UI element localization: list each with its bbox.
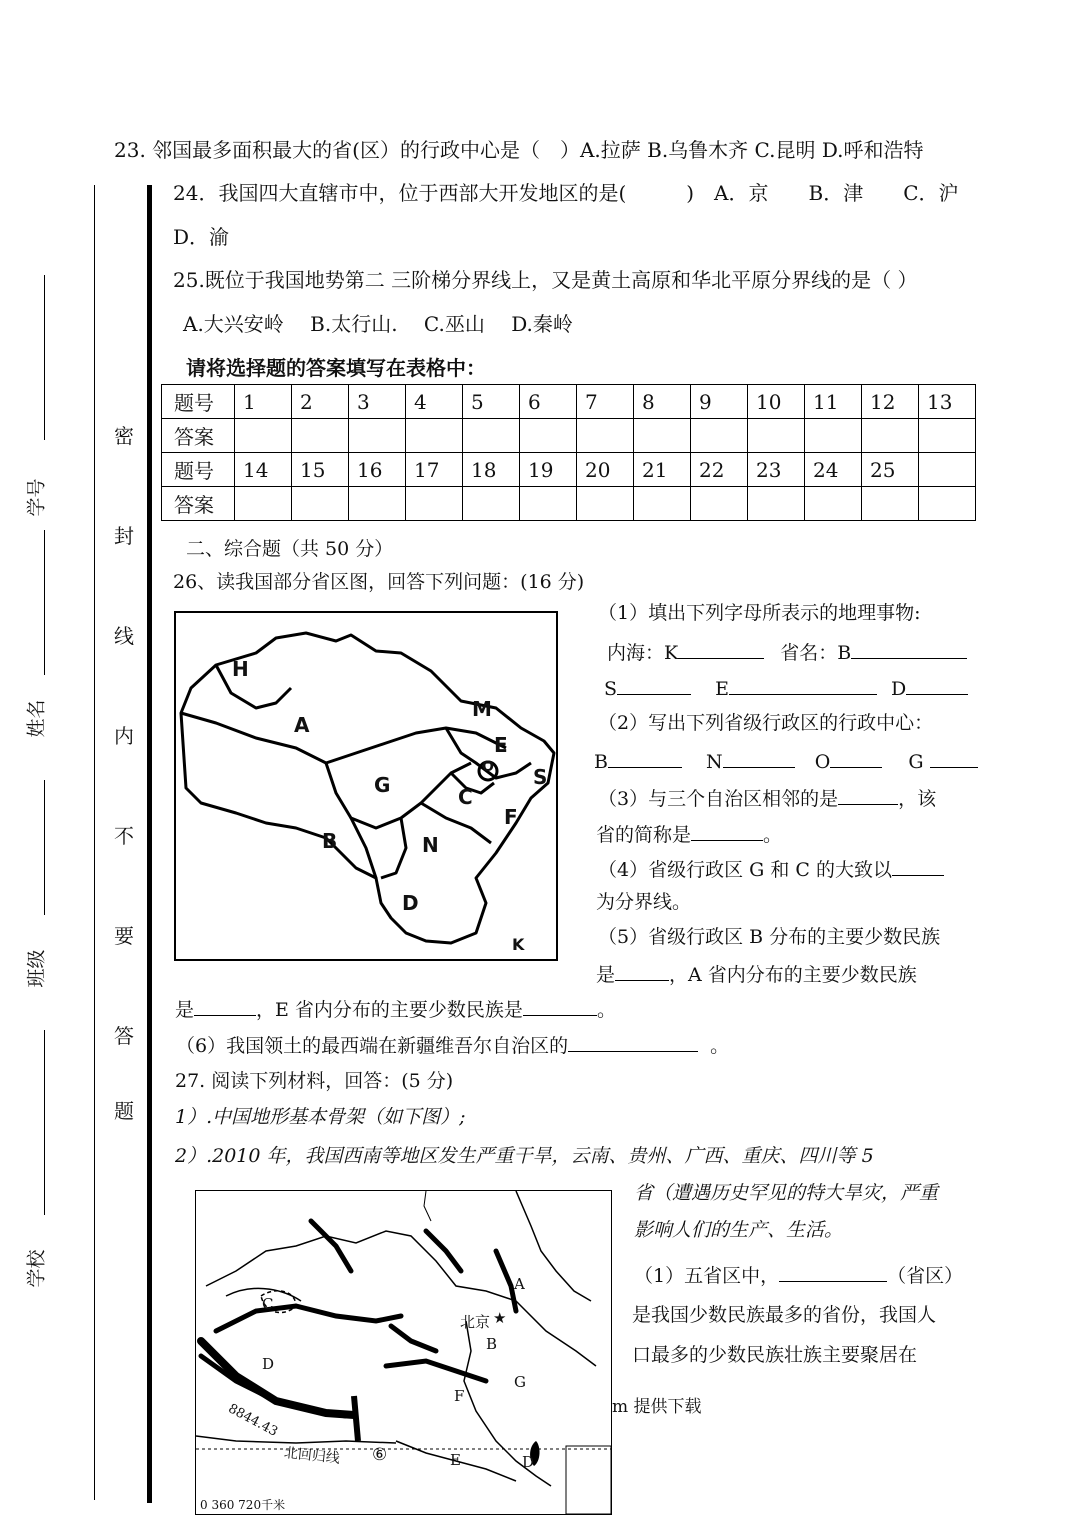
question-24-line1: 24．我国四大直辖市中，位于西部大开发地区的是( ) A．京 B．津 C．沪 (173, 181, 959, 205)
q26-part3-text-b: ，该 (898, 788, 937, 810)
table-cell: 23 (748, 453, 805, 487)
q26-part6-text-b: 。 (710, 1035, 730, 1057)
q26-part2: （2）写出下列省级行政区的行政中心： (598, 712, 934, 734)
answer-cell[interactable] (235, 487, 292, 521)
table-cell: 21 (634, 453, 691, 487)
terrain-label-b: B (486, 1335, 498, 1353)
answer-cell[interactable] (862, 487, 919, 521)
q26-part5-line1: （5）省级行政区 B 分布的主要少数民族 (598, 926, 941, 948)
table-cell: 19 (520, 453, 577, 487)
side-label-student-no: 学号 (25, 478, 48, 517)
blank-part6-west[interactable] (568, 1031, 698, 1052)
answer-cell[interactable] (748, 487, 805, 521)
q26-part4-line1 (598, 855, 944, 882)
q26-province-b-label: 省名：B (780, 642, 852, 664)
q26-e-label: E (715, 678, 729, 700)
answer-cell[interactable] (349, 487, 406, 521)
question-26-title: 26、读我国部分省区图，回答下列问题：(16 分) (173, 571, 585, 593)
q26-part5-text-d: 是 (175, 999, 195, 1021)
table-cell: 13 (919, 385, 976, 419)
side-line-1 (44, 275, 45, 440)
answer-cell[interactable] (292, 419, 349, 453)
answer-cell[interactable] (577, 487, 634, 521)
q26-d-label: D (891, 678, 907, 700)
margin-char-1: 密 (114, 424, 134, 448)
margin-char-8: 题 (114, 1099, 134, 1123)
answer-table (161, 384, 976, 521)
answer-cell[interactable] (577, 419, 634, 453)
table-cell: 8 (634, 385, 691, 419)
margin-thick-line (147, 185, 152, 1503)
q26-part3-text-d: 。 (763, 824, 783, 846)
q26-part6 (176, 1031, 729, 1058)
table-header-cell: 题号 (162, 453, 235, 487)
terrain-label-d2: D (522, 1453, 535, 1471)
table-cell (919, 453, 976, 487)
q26-center-n: N (706, 751, 723, 773)
blank-part5-a[interactable] (194, 995, 256, 1016)
terrain-label-d: D (262, 1355, 275, 1373)
table-cell: 17 (406, 453, 463, 487)
blank-k[interactable] (678, 638, 764, 659)
answer-table-title: 请将选择题的答案填写在表格中： (186, 356, 486, 380)
q26-part1: （1）填出下列字母所表示的地理事物: (598, 602, 921, 624)
blank-part3-province[interactable] (838, 784, 898, 805)
table-row (162, 419, 976, 453)
blank-center-n[interactable] (723, 747, 795, 768)
table-row (162, 453, 976, 487)
section-2-heading: 二、综合题（共 50 分） (186, 538, 394, 560)
side-label-school: 学校 (25, 1249, 48, 1288)
table-header-cell: 题号 (162, 385, 235, 419)
answer-cell[interactable] (235, 419, 292, 453)
answer-cell[interactable] (520, 487, 577, 521)
map-label-s: S (533, 765, 548, 789)
blank-e[interactable] (729, 674, 877, 695)
answer-cell[interactable] (349, 419, 406, 453)
map-label-a: A (294, 713, 310, 737)
blank-center-b[interactable] (608, 747, 682, 768)
terrain-map (195, 1190, 612, 1515)
answer-cell[interactable] (862, 419, 919, 453)
q26-part1-line2 (604, 674, 968, 701)
question-25-line2: A.大兴安岭 B.太行山. C.巫山 D.秦岭 (183, 312, 573, 336)
side-label-name: 姓名 (25, 699, 48, 738)
blank-d[interactable] (906, 674, 968, 695)
blank-part4-boundary[interactable] (892, 855, 944, 876)
terrain-map-svg (196, 1191, 611, 1514)
q27-part1-text-b: （省区） (887, 1265, 964, 1287)
blank-q27-province[interactable] (779, 1261, 887, 1282)
province-map (174, 611, 558, 961)
answer-cell[interactable] (919, 419, 976, 453)
q26-part1-line1 (607, 638, 967, 665)
q26-s-label: S (604, 678, 618, 700)
answer-cell[interactable] (691, 487, 748, 521)
question-23: 23. 邻国最多面积最大的省(区）的行政中心是（ ）A.拉萨 B.乌鲁木齐 C.昆明 D.呼和浩特 (114, 138, 924, 162)
table-cell: 16 (349, 453, 406, 487)
answer-cell[interactable] (805, 487, 862, 521)
answer-cell[interactable] (406, 487, 463, 521)
map-label-m: M (472, 697, 492, 721)
table-cell: 24 (805, 453, 862, 487)
q26-part5-text-b: 是 (596, 964, 616, 986)
table-header-cell: 答案 (162, 487, 235, 521)
map-label-c: C (458, 785, 473, 809)
table-cell: 14 (235, 453, 292, 487)
terrain-label-g: G (514, 1373, 526, 1391)
terrain-label-height: 8844.43 (225, 1401, 281, 1440)
table-cell: 11 (805, 385, 862, 419)
q26-part4-line2: 为分界线。 (596, 891, 692, 913)
q26-part3-text-c: 省的简称是 (596, 824, 692, 846)
map-label-g: G (374, 773, 391, 797)
blank-part3-abbr[interactable] (691, 820, 763, 841)
q27-part1-line3: 口最多的少数民族壮族主要聚居在 (632, 1344, 918, 1366)
q26-part5-text-c: ，A 省内分布的主要少数民族 (669, 964, 917, 986)
q26-part3-line1 (598, 784, 936, 811)
terrain-label-tropic: 北回归线 (283, 1445, 341, 1467)
answer-cell[interactable] (691, 419, 748, 453)
answer-cell[interactable] (919, 487, 976, 521)
answer-cell[interactable] (805, 419, 862, 453)
table-header-cell: 答案 (162, 419, 235, 453)
table-cell: 20 (577, 453, 634, 487)
map-label-k: K (512, 935, 525, 954)
table-cell: 10 (748, 385, 805, 419)
table-row (162, 385, 976, 419)
answer-cell[interactable] (406, 419, 463, 453)
blank-center-g[interactable] (930, 747, 978, 768)
map-label-e: E (494, 733, 508, 757)
map-label-b: B (322, 829, 338, 853)
q26-center-b: B (594, 751, 608, 773)
terrain-label-beijing: 北京 (460, 1313, 491, 1331)
map-label-h: H (232, 657, 249, 681)
margin-char-7: 答 (114, 1024, 134, 1048)
q26-part5-line2 (596, 960, 917, 987)
margin-char-4: 内 (114, 724, 134, 748)
blank-s[interactable] (617, 674, 691, 695)
table-cell: 22 (691, 453, 748, 487)
table-cell: 6 (520, 385, 577, 419)
q26-inland-sea-label: 内海：K (607, 642, 679, 664)
q26-part5-text-e: ，E 省内分布的主要少数民族是 (256, 999, 523, 1021)
q27-material-3: 省（遭遇历史罕见的特大旱灾，严重 (634, 1182, 939, 1204)
table-cell: 7 (577, 385, 634, 419)
blank-b[interactable] (851, 638, 967, 659)
q27-material-1: 1）.中国地形基本骨架（如下图）; (175, 1106, 466, 1128)
map-label-d: D (402, 891, 419, 915)
q26-part4-text: （4）省级行政区 G 和 C 的大致以 (598, 859, 892, 881)
table-cell: 4 (406, 385, 463, 419)
q26-part2-line (594, 747, 978, 774)
answer-cell[interactable] (463, 487, 520, 521)
question-24-line2: D．渝 (173, 225, 230, 249)
question-27-title: 27. 阅读下列材料，回答：(5 分) (175, 1070, 454, 1092)
q27-part1-line2: 是我国少数民族最多的省份，我国人 (632, 1304, 937, 1326)
side-line-2 (44, 530, 45, 675)
answer-cell[interactable] (634, 487, 691, 521)
table-cell: 15 (292, 453, 349, 487)
answer-cell[interactable] (292, 487, 349, 521)
q26-part3-line2 (596, 820, 782, 847)
answer-cell[interactable] (748, 419, 805, 453)
terrain-label-a: A (514, 1275, 525, 1293)
table-cell: 2 (292, 385, 349, 419)
margin-char-2: 封 (114, 524, 134, 548)
star-icon: ★ (493, 1309, 507, 1327)
table-cell: 9 (691, 385, 748, 419)
blank-center-o[interactable] (830, 747, 882, 768)
q26-part5-line3 (175, 995, 616, 1022)
table-cell: 5 (463, 385, 520, 419)
question-25-line1: 25.既位于我国地势第二 三阶梯分界线上，又是黄土高原和华北平原分界线的是（ ） (173, 268, 918, 292)
table-cell: 1 (235, 385, 292, 419)
terrain-label-c: C (262, 1295, 274, 1313)
map-label-n: N (422, 833, 439, 857)
map-label-f: F (504, 805, 518, 829)
terrain-label-f: F (454, 1387, 465, 1405)
side-line-4 (44, 1030, 45, 1215)
q27-part1-text: （1）五省区中， (634, 1265, 780, 1287)
terrain-label-e: E (450, 1451, 461, 1469)
table-cell: 3 (349, 385, 406, 419)
q26-part5-text-f: 。 (596, 999, 616, 1021)
table-cell: 18 (463, 453, 520, 487)
margin-char-6: 要 (114, 924, 134, 948)
answer-cell[interactable] (634, 419, 691, 453)
side-line-3 (44, 780, 45, 915)
q26-center-g: G (908, 751, 924, 773)
margin-char-5: 不 (114, 824, 134, 848)
map-label-o: O (482, 759, 494, 775)
q27-material-2: 2）.2010 年，我国西南等地区发生严重干旱，云南、贵州、广西、重庆、四川等 5 (175, 1145, 874, 1167)
blank-part5-b[interactable] (615, 960, 669, 981)
table-row (162, 487, 976, 521)
table-cell: 25 (862, 453, 919, 487)
margin-char-3: 线 (114, 624, 134, 648)
margin-thin-line (94, 185, 95, 1500)
q26-part3-text: （3）与三个自治区相邻的是 (598, 788, 839, 810)
blank-part5-e[interactable] (523, 995, 597, 1016)
q26-center-o: O (814, 751, 831, 773)
terrain-label-circle6: ⑥ (372, 1445, 388, 1465)
q27-part1-line1 (634, 1261, 963, 1288)
answer-cell[interactable] (463, 419, 520, 453)
q27-material-4: 影响人们的生产、生活。 (634, 1219, 844, 1241)
answer-cell[interactable] (520, 419, 577, 453)
terrain-scale: 0 360 720千米 (200, 1498, 286, 1512)
table-cell: 12 (862, 385, 919, 419)
side-label-class: 班级 (25, 949, 48, 988)
footer-fragment: m 提供下载 (612, 1397, 702, 1417)
q26-part6-text: （6）我国领土的最西端在新疆维吾尔自治区的 (176, 1035, 569, 1057)
